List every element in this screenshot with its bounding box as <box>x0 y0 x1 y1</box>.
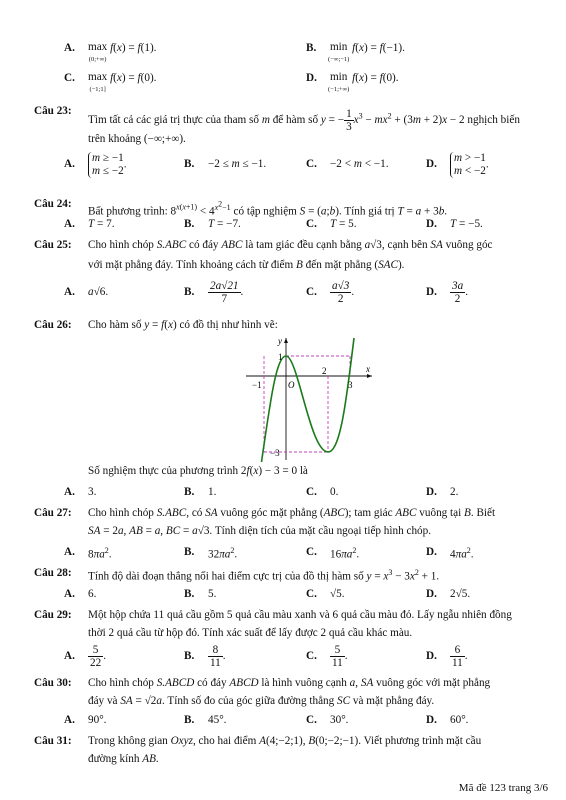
option-letter-d: D. <box>306 72 317 84</box>
question-text-line2: đường kính AB. <box>88 753 159 765</box>
option-b: min (−∞;−1) f(x) = f(−1). <box>328 41 405 63</box>
option-letter-b: B. <box>184 650 195 662</box>
question-text-line2: đáy và SA = √2a. Tính số đo của góc giữa đường thẳng SC và mặt phẳng đáy. <box>88 695 435 707</box>
option-letter-c: C. <box>306 486 317 498</box>
question-text: Một hộp chứa 11 quả cầu gồm 5 quả cầu màu xanh và 6 quả cầu màu đỏ. Lấy ngẫu nhiên đồng <box>88 609 512 621</box>
option-c: 0. <box>330 486 339 498</box>
question-text: Cho hình chóp S.ABCD có đáy ABCD là hình vuông cạnh a, SA vuông góc với mặt phẳng <box>88 677 491 689</box>
option-b: 1. <box>208 486 217 498</box>
question-text-line2: trên khoảng (−∞;+∞). <box>88 133 186 145</box>
option-letter-a: A. <box>64 218 75 230</box>
option-a: $\frac{5}{22}$ . <box>90 644 106 669</box>
tick-label-3: 3 <box>348 380 353 390</box>
option-b: $\frac{2a√21}{7}$ . <box>210 280 244 305</box>
option-letter-d: D. <box>426 158 437 170</box>
origin-label: O <box>288 380 295 390</box>
option-b: $\frac{8}{11}$ . <box>210 644 226 669</box>
option-b: $32\pi a^2$. <box>208 546 238 561</box>
question-text: Bất phương trình: $8^{x(x+1)} < 4^{x^2-1}$ có tập nghiệm S = (a;b). Tính giá trị T = a + 3b. <box>88 199 448 218</box>
option-a: 90°. <box>88 714 107 726</box>
option-letter-c: C. <box>306 286 317 298</box>
tick-label-m3: −3 <box>270 448 280 458</box>
option-b: −2 ≤ m ≤ −1. <box>208 158 267 170</box>
option-b: T = −7. <box>208 218 241 230</box>
option-letter-b: B. <box>306 42 317 54</box>
option-letter-a: A. <box>64 650 75 662</box>
option-letter-b: B. <box>184 588 195 600</box>
option-a: a√6. <box>88 286 109 298</box>
option-letter-a: A. <box>64 546 75 558</box>
y-axis-arrow <box>284 338 288 343</box>
option-c: $16\pi a^2$. <box>330 546 360 561</box>
option-d: $\frac{3a}{2}$ . <box>452 280 468 305</box>
option-letter-a: A. <box>64 714 75 726</box>
option-d: min (−1;+∞) f(x) = f(0). <box>328 71 399 93</box>
option-letter-b: B. <box>184 218 195 230</box>
option-letter-c: C. <box>306 588 317 600</box>
option-letter-b: B. <box>184 486 195 498</box>
option-d: m > −1 m < −2. <box>450 152 489 178</box>
option-letter-d: D. <box>426 714 437 726</box>
option-letter-b: B. <box>184 714 195 726</box>
option-c: √5. <box>330 588 345 600</box>
question-text: Tính độ dài đoạn thẳng nối hai điểm cực trị của đồ thị hàm số $y = x^3 - 3x^2 + 1$. <box>88 568 440 583</box>
option-a: m ≥ −1 m ≤ −2. <box>88 152 127 178</box>
option-c: $\frac{5}{11}$ . <box>332 644 348 669</box>
option-letter-d: D. <box>426 546 437 558</box>
option-letter-d: D. <box>426 286 437 298</box>
option-letter-c: C. <box>306 714 317 726</box>
option-letter-a: A. <box>64 286 75 298</box>
option-c: max (−1;1] f(x) = f(0). <box>88 71 157 93</box>
function-graph <box>240 334 375 462</box>
option-letter-c: C. <box>306 218 317 230</box>
option-letter-a: A. <box>64 42 75 54</box>
option-a: 6. <box>88 588 97 600</box>
option-letter-b: B. <box>184 546 195 558</box>
tick-label-2: 2 <box>322 366 327 376</box>
option-b: 45°. <box>208 714 227 726</box>
question-text-line2: với mặt phẳng đáy. Tính khoảng cách từ điểm B đến mặt phẳng (SAC). <box>88 259 405 271</box>
option-d: 60°. <box>450 714 469 726</box>
option-c: 30°. <box>330 714 349 726</box>
option-letter-b: B. <box>184 286 195 298</box>
question-number: Câu 30: <box>34 677 72 689</box>
x-axis-label: x <box>366 364 370 374</box>
option-d: $\frac{6}{11}$ . <box>452 644 468 669</box>
question-number: Câu 25: <box>34 239 72 251</box>
x-axis-arrow <box>367 374 372 378</box>
option-letter-c: C. <box>306 650 317 662</box>
option-a: max (0;+∞) f(x) = f(1). <box>88 41 157 63</box>
question-text: Cho hình chóp S.ABC, có SA vuông góc mặt phẳng (ABC); tam giác ABC vuông tại B. Biết <box>88 507 496 519</box>
option-letter-a: A. <box>64 588 75 600</box>
question-number: Câu 24: <box>34 198 72 210</box>
question-text: Cho hàm số y = f(x) có đồ thị như hình vẽ: <box>88 319 278 331</box>
option-letter-b: B. <box>184 158 195 170</box>
option-letter-a: A. <box>64 158 75 170</box>
page-footer: Mã đề 123 trang 3/6 <box>458 782 548 794</box>
question-number: Câu 23: <box>34 105 72 117</box>
function-curve <box>262 338 355 462</box>
option-d: 2√5. <box>450 588 471 600</box>
option-letter-c: C. <box>64 72 75 84</box>
option-a: $8\pi a^2$. <box>88 546 112 561</box>
question-text: Tìm tất cả các giá trị thực của tham số m để hàm số y = − $\frac{1}{3}$ $x^3 - mx^2 + (3m + 2)x - 2$ nghịch biến <box>88 108 520 133</box>
option-letter-c: C. <box>306 546 317 558</box>
option-a: T = 7. <box>88 218 115 230</box>
tick-label-m1: −1 <box>252 380 262 390</box>
question-text: Cho hình chóp S.ABC có đáy ABC là tam giác đều cạnh bằng a√3, cạnh bên SA vuông góc <box>88 239 493 251</box>
option-letter-a: A. <box>64 486 75 498</box>
question-number: Câu 29: <box>34 609 72 621</box>
option-letter-d: D. <box>426 218 437 230</box>
option-b: 5. <box>208 588 217 600</box>
option-d: 2. <box>450 486 459 498</box>
question-number: Câu 26: <box>34 319 72 331</box>
option-letter-c: C. <box>306 158 317 170</box>
option-d: $4\pi a^2$. <box>450 546 474 561</box>
question-text-line2: Số nghiệm thực của phương trình 2f(x) − 3 = 0 là <box>88 465 308 477</box>
question-number: Câu 28: <box>34 567 72 579</box>
option-c: T = 5. <box>330 218 357 230</box>
question-number: Câu 31: <box>34 735 72 747</box>
tick-label-1: 1 <box>278 352 283 362</box>
question-text: Trong không gian Oxyz, cho hai điểm A(4;−2;1), B(0;−2;−1). Viết phương trình mặt cầu <box>88 735 482 747</box>
option-c: −2 < m < −1. <box>330 158 389 170</box>
option-letter-d: D. <box>426 588 437 600</box>
question-text-line2: thời 2 quả cầu từ hộp đó. Tính xác suất để lấy được 2 quả cầu khác màu. <box>88 627 413 639</box>
y-axis-label: y <box>278 336 282 346</box>
option-c: $\frac{a√3}{2}$ . <box>332 280 355 305</box>
option-letter-d: D. <box>426 650 437 662</box>
option-d: T = −5. <box>450 218 483 230</box>
option-a: 3. <box>88 486 97 498</box>
question-number: Câu 27: <box>34 507 72 519</box>
question-text-line2: SA = 2a, AB = a, BC = a√3. Tính diện tích của mặt cầu ngoại tiếp hình chóp. <box>88 525 432 537</box>
option-letter-d: D. <box>426 486 437 498</box>
